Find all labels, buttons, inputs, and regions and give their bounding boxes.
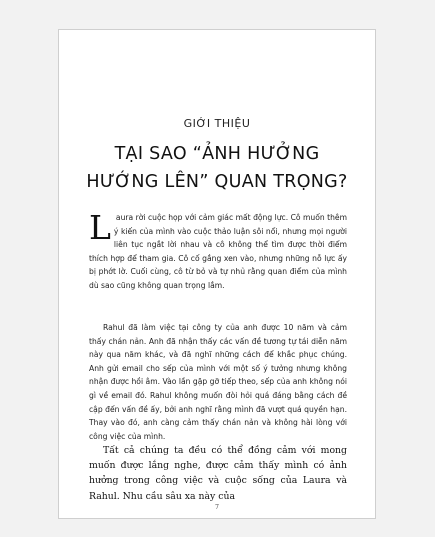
paragraph-summary: Tất cả chúng ta đều có thể đồng cảm với mong muốn được lắng nghe, được cảm thấy mình có ảnh hưởng trong công việc và cuộc sống của Laura và Rahul. Nhu cầu sâu xa này của [89, 445, 347, 502]
drop-cap: L [89, 208, 111, 247]
paragraph-laura [89, 208, 347, 293]
paragraph-laura-text: aura rời cuộc họp với cảm giác mất động lực. Cô muốn thêm ý kiến của mình vào cuộc thảo luận sôi nổi, nhưng mọi người liên tục ngắt lời nhau và cô không thể tìm được thời điểm thích hợp để tham gia. Cô cố gắng xen vào, nhưng những nỗ lực ấy bị phớt lờ. Cuối cùng, cô từ bỏ và tự nhủ rằng quan điểm của mình dù sao cũng không quan trọng lắm. [89, 213, 347, 290]
page-number: 7 [215, 504, 219, 511]
paragraph-rahul: Rahul đã làm việc tại công ty của anh được 10 năm và cảm thấy chán nản. Anh đã nhận thấy các vấn đề tương tự tái diễn năm này qua năm khác, và đã nghĩ những cách để khắc phục chúng. Anh gửi email cho sếp của mình với một số ý tưởng nhưng không nhận được hồi âm. Vào lần gặp gỡ tiếp theo, sếp của anh không nói gì về email đó. Rahul không muốn đòi hỏi quá đáng bằng cách đề cập đến vấn đề ấy, bởi anh nghĩ rằng mình đã vượt quá quyền hạn. Thay vào đó, anh càng cảm thấy chán nản và không hài lòng với công việc của mình. [89, 323, 347, 441]
book-page [58, 29, 376, 519]
chapter-title-line-1: TẠI SAO “ẢNH HƯỞNG [114, 144, 320, 164]
chapter-title-line-2: HƯỚNG LÊN” QUAN TRỌNG? [86, 172, 348, 192]
chapter-label: GIỚI THIỆU [183, 117, 251, 130]
chapter-title [59, 140, 375, 196]
